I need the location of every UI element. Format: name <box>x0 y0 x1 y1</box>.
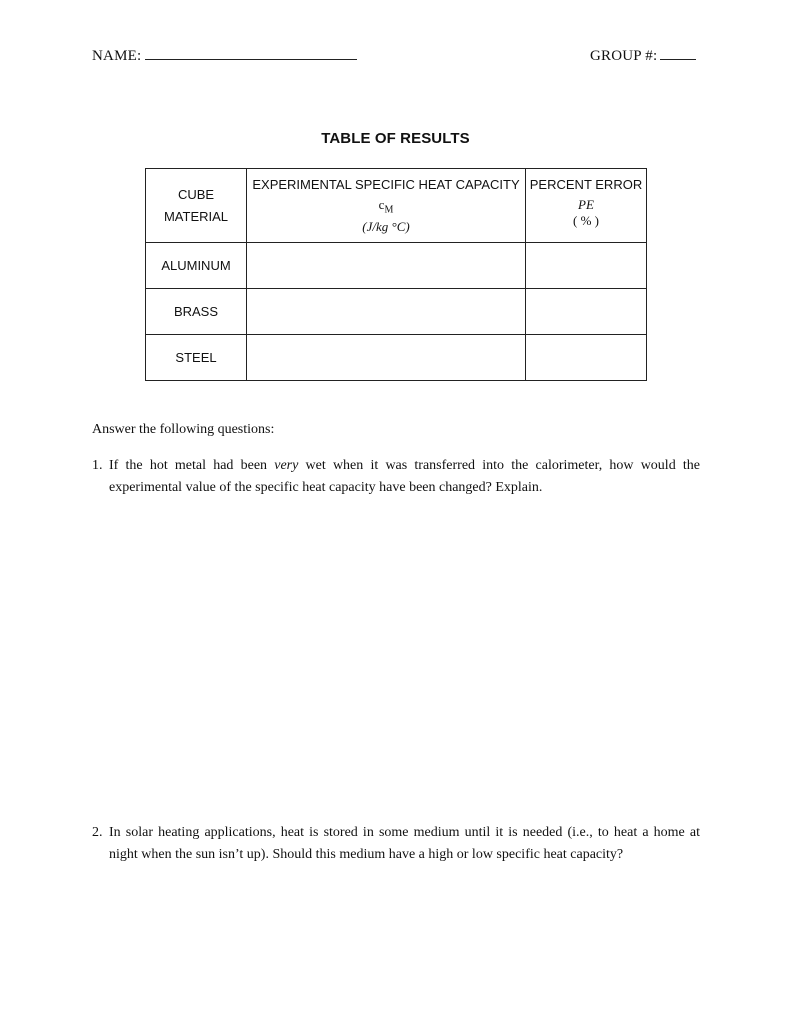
header-error-label: PERCENT ERROR <box>529 177 643 192</box>
header-capacity-symbol <box>247 197 525 219</box>
capacity-symbol-sub: M <box>384 204 394 216</box>
capacity-cell[interactable] <box>247 289 526 335</box>
question-text-part: wet when it was transferred into the calorimeter, how would the experimental value of the specific heat capacity have been changed? Explain. <box>109 458 700 495</box>
header-specific-heat <box>247 169 526 243</box>
capacity-cell[interactable] <box>247 243 526 289</box>
material-cell: STEEL <box>146 335 247 381</box>
header-error-symbol: PE <box>578 197 594 212</box>
header-material-line1: CUBE <box>177 186 215 202</box>
question-number: 2. <box>92 825 103 840</box>
table-row <box>146 289 647 335</box>
capacity-cell[interactable] <box>247 335 526 381</box>
header-cube-material <box>146 169 247 243</box>
table-row <box>146 243 647 289</box>
header-percent-error <box>526 169 647 243</box>
header-material-line2: MATERIAL <box>163 208 229 224</box>
results-table <box>145 168 647 381</box>
material-cell: BRASS <box>146 289 247 335</box>
material-cell: ALUMINUM <box>146 243 247 289</box>
error-cell[interactable] <box>526 289 647 335</box>
question-emphasis: very <box>274 458 299 473</box>
name-field <box>92 48 357 65</box>
error-cell[interactable] <box>526 243 647 289</box>
header-capacity-unit: (J/kg °C) <box>362 218 410 234</box>
question-text: In solar heating applications, heat is stored in some medium until it is needed (i.e., to heat a home at night when the sun isn’t up). Should this medium have a high or low specific heat capacity? <box>109 825 700 862</box>
question-text <box>109 455 700 499</box>
question-1 <box>92 455 700 499</box>
name-label: NAME: <box>92 48 142 64</box>
instructions-text: Answer the following questions: <box>92 422 275 437</box>
group-label: GROUP #: <box>590 48 658 64</box>
table-header-row <box>146 169 647 243</box>
group-blank-line[interactable] <box>660 49 696 60</box>
table-title: TABLE OF RESULTS <box>321 130 470 147</box>
question-2 <box>92 822 700 866</box>
question-number: 1. <box>92 458 103 473</box>
question-text-part: If the hot metal had been <box>109 458 275 473</box>
capacity-symbol-c: c <box>378 197 385 212</box>
error-cell[interactable] <box>526 335 647 381</box>
group-field <box>590 48 696 65</box>
table-row <box>146 335 647 381</box>
header-capacity-label: EXPERIMENTAL SPECIFIC HEAT CAPACITY <box>252 177 520 192</box>
name-blank-line[interactable] <box>145 49 357 60</box>
header-error-unit: ( % ) <box>573 213 599 228</box>
